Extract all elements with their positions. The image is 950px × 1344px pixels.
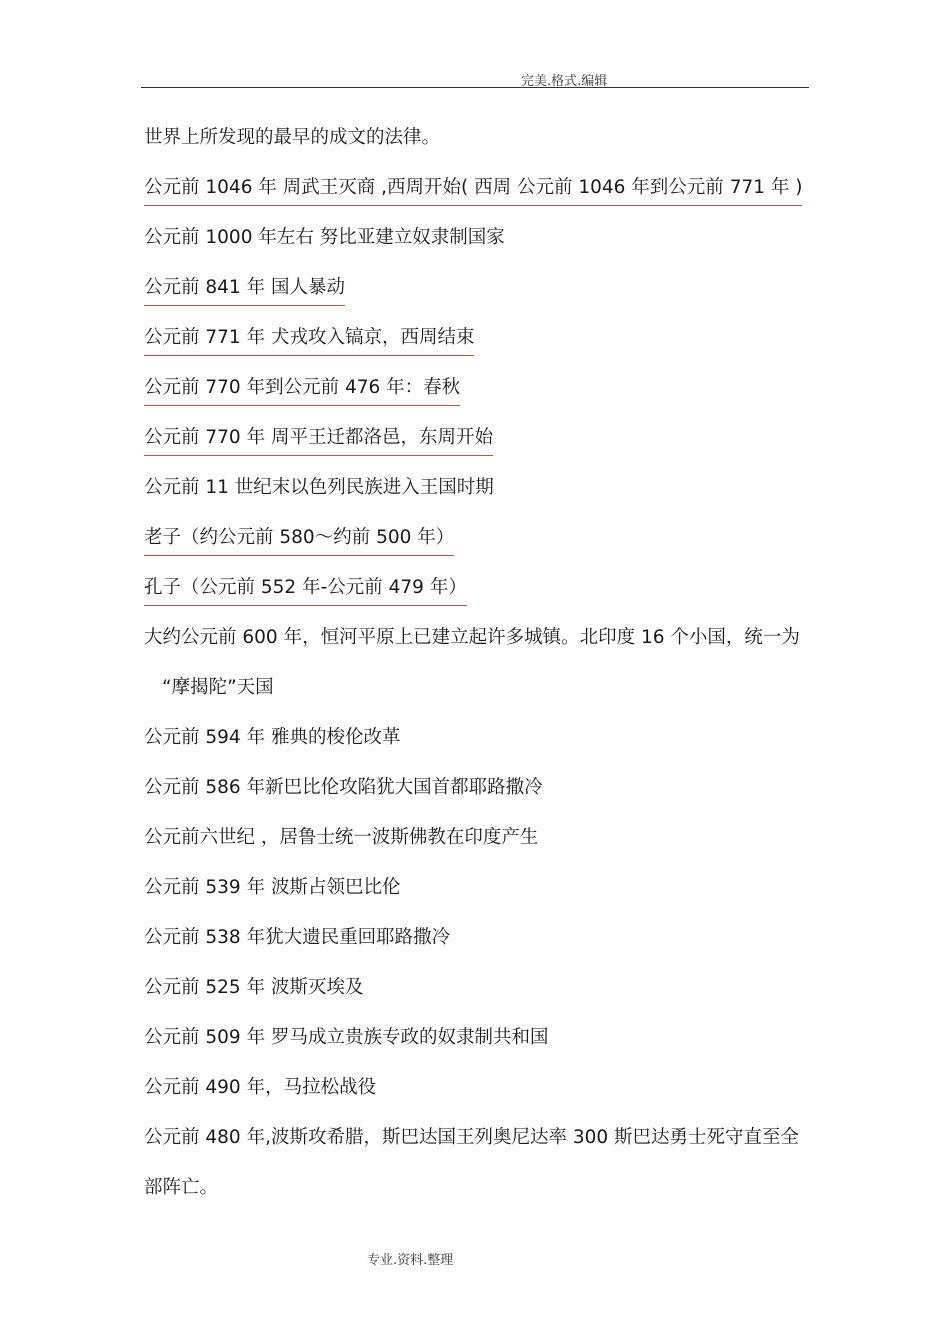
- line-text: 公元前 480 年,波斯攻希腊，斯巴达国王列奥尼达率 300 斯巴达勇士死守直至全: [144, 1127, 800, 1148]
- header-text: 完美.格式.编辑: [521, 74, 608, 89]
- line-text: 公元前 525 年 波斯灭埃及: [144, 977, 364, 998]
- line-text: 孔子（公元前 552 年-公元前 479 年）: [144, 574, 467, 606]
- line-text: 公元前 1000 年左右 努比亚建立奴隶制国家: [144, 227, 505, 248]
- text-line: [144, 570, 814, 620]
- line-text: 公元前 490 年，马拉松战役: [144, 1077, 377, 1098]
- text-line: [144, 320, 814, 370]
- line-text: 老子（约公元前 580～约前 500 年）: [144, 524, 454, 556]
- line-text: 公元前 538 年犹大遗民重回耶路撒冷: [144, 927, 451, 948]
- line-text: 大约公元前 600 年，恒河平原上已建立起许多城镇。北印度 16 个小国，统一为: [144, 627, 800, 648]
- text-line: [144, 470, 814, 520]
- line-text: 公元前 771 年 犬戎攻入镐京，西周结束: [144, 324, 474, 356]
- page-header: [141, 66, 809, 88]
- line-text: 公元前 509 年 罗马成立贵族专政的奴隶制共和国: [144, 1027, 549, 1048]
- text-line: [144, 220, 814, 270]
- line-text: 公元前 770 年到公元前 476 年：春秋: [144, 374, 460, 406]
- line-text: 公元前 11 世纪末以色列民族进入王国时期: [144, 477, 494, 498]
- text-line: [144, 820, 814, 870]
- line-text: 公元前六世纪 ，居鲁士统一波斯佛教在印度产生: [144, 827, 539, 848]
- document-body: [144, 120, 814, 1220]
- line-text: 公元前 841 年 国人暴动: [144, 274, 345, 306]
- line-text: 公元前 1046 年 周武王灭商 ,西周开始( 西周 公元前 1046 年到公元前 771 年 ): [144, 174, 802, 206]
- text-line: [144, 1020, 814, 1070]
- line-text: 世界上所发现的最早的成文的法律。: [144, 127, 441, 148]
- footer-text: 专业.资料.整理: [367, 1253, 454, 1268]
- text-line: [144, 1070, 814, 1120]
- text-line: [144, 620, 814, 670]
- line-text: 公元前 539 年 波斯占领巴比伦: [144, 877, 401, 898]
- line-text: 公元前 770 年 周平王迁都洛邑，东周开始: [144, 424, 493, 456]
- line-text: “摩揭陀”天国: [162, 677, 274, 698]
- text-line: [144, 1170, 814, 1220]
- line-text: 公元前 594 年 雅典的梭伦改革: [144, 727, 401, 748]
- text-line: [144, 520, 814, 570]
- text-line: [144, 720, 814, 770]
- text-line: [144, 370, 814, 420]
- text-line: [144, 270, 814, 320]
- line-text: 公元前 586 年新巴比伦攻陷犹大国首都耶路撒冷: [144, 777, 543, 798]
- text-line: [144, 870, 814, 920]
- text-line: [144, 670, 814, 720]
- text-line: [144, 1120, 814, 1170]
- text-line: [144, 920, 814, 970]
- text-line: [144, 120, 814, 170]
- text-line: [144, 970, 814, 1020]
- text-line: [144, 170, 814, 220]
- line-text: 部阵亡。: [144, 1177, 219, 1198]
- text-line: [144, 420, 814, 470]
- text-line: [144, 770, 814, 820]
